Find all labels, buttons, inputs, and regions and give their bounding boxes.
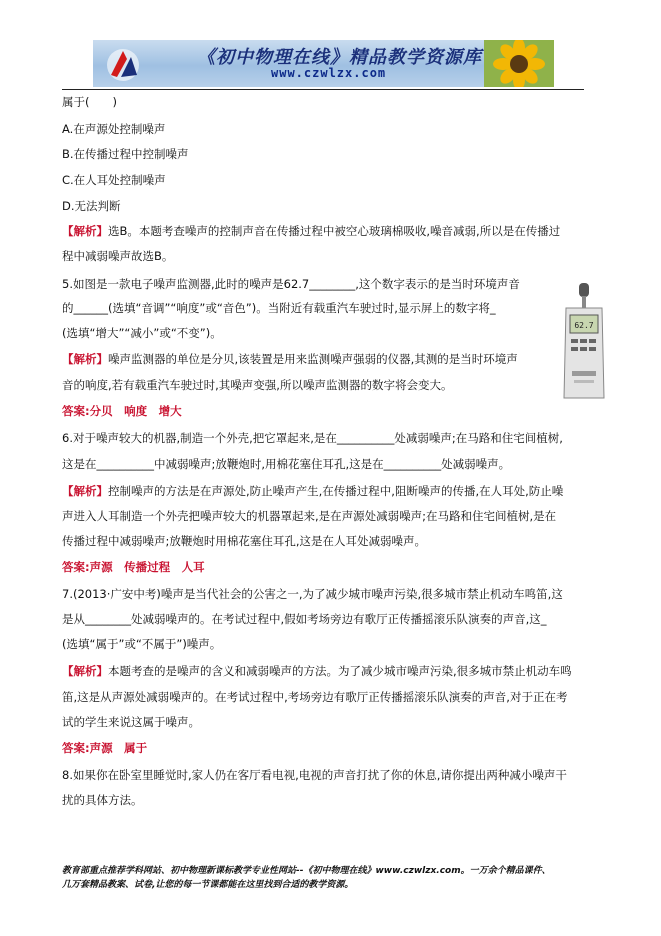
question-8: 8.如果你在卧室里睡觉时,家人仍在客厅看电视,电视的声音打扰了你的休息,请你提出两种减小噪声干	[62, 768, 567, 782]
text-line: 的______(选填“音调”“响度”或“音色”)。当附近有载重汽车驶过时,显示屏上的数字将_	[62, 301, 496, 315]
footer-line: 教育部重点推荐学科网站、初中物理新课标教学专业性网站--《初中物理在线》www.czwlzx.com。一万余个精品课件、	[62, 866, 551, 876]
noise-meter-image	[560, 283, 608, 401]
text-line: 程中减弱噪声故选B。	[62, 249, 174, 263]
text-line: 是从________处减弱噪声的。在考试过程中,假如考场旁边有歌厅正传播摇滚乐队演奏的声音,这_	[62, 612, 547, 626]
text-line: 声进入人耳制造一个外壳把噪声较大的机器罩起来,是在声源处减弱噪声;在马路和住宅间植树,是在	[62, 509, 557, 523]
option-d: D.无法判断	[62, 199, 121, 213]
option-a: A.在声源处控制噪声	[62, 122, 166, 136]
header-banner	[93, 40, 554, 87]
answer-tag: 答案:	[62, 741, 90, 755]
answer-text: 声源 属于	[89, 741, 148, 755]
text-line: 音的响度,若有载重汽车驶过时,其噪声变强,所以噪声监测器的数字将会变大。	[62, 378, 453, 392]
banner-title: 《初中物理在线》精品教学资源库	[197, 47, 482, 68]
analysis-line	[62, 483, 563, 499]
answer-tag: 答案:	[62, 404, 90, 418]
question-5: 5.如图是一款电子噪声监测器,此时的噪声是62.7________,这个数字表示的是当时环境声音	[62, 277, 520, 291]
analysis-text: 本题考查的是噪声的含义和减弱噪声的方法。为了减少城市噪声污染,很多城市禁止机动车鸣	[108, 664, 572, 678]
analysis-line	[62, 663, 572, 679]
text-line: 这是在__________中减弱噪声;放鞭炮时,用棉花塞住耳孔,这是在__________处减弱噪声。	[62, 457, 511, 471]
analysis-text: 控制噪声的方法是在声源处,防止噪声产生,在传播过程中,阻断噪声的传播,在人耳处,防止噪	[108, 484, 564, 498]
sunflower-icon	[484, 40, 554, 87]
analysis-tag: 【解析】	[62, 484, 108, 498]
option-b: B.在传播过程中控制噪声	[62, 147, 189, 161]
text-line: (选填“增大”“减小”或“不变”)。	[62, 326, 222, 340]
question-7: 7.(2013·广安中考)噪声是当代社会的公害之一,为了减少城市噪声污染,很多城市禁止机动车鸣笛,这	[62, 587, 563, 601]
footer-line: 几万套精品教案、试卷,让您的每一节课都能在这里找到合适的教学资源。	[62, 880, 354, 890]
analysis-line	[62, 351, 518, 367]
answer-text: 声源 传播过程 人耳	[89, 560, 205, 574]
analysis-tag: 【解析】	[62, 352, 108, 366]
text-line: 传播过程中减弱噪声;放鞭炮时用棉花塞住耳孔,这是在人耳处减弱噪声。	[62, 534, 427, 548]
question-6: 6.对于噪声较大的机器,制造一个外壳,把它罩起来,是在__________处减弱噪声;在马路和住宅间植树,	[62, 431, 563, 445]
analysis-text: 选B。本题考查噪声的控制声音在传播过程中被空心玻璃棉吸收,噪音减弱,所以是在传播过	[108, 224, 561, 238]
meter-display: 62.7	[574, 321, 594, 330]
answer-line	[62, 559, 205, 575]
analysis-text: 噪声监测器的单位是分贝,该装置是用来监测噪声强弱的仪器,其测的是当时环境声	[108, 352, 518, 366]
text-line: 扰的具体方法。	[62, 793, 143, 807]
analysis-tag: 【解析】	[62, 224, 108, 238]
footer	[62, 864, 602, 892]
analysis-line	[62, 223, 560, 239]
answer-line	[62, 403, 182, 419]
text-line: (选填“属于”或“不属于”)噪声。	[62, 637, 222, 651]
answer-text: 分贝 响度 增大	[89, 404, 182, 418]
site-logo-icon	[103, 45, 143, 83]
banner-url: www.czwlzx.com	[271, 66, 387, 80]
noise-meter-icon	[560, 283, 608, 401]
answer-tag: 答案:	[62, 560, 90, 574]
text-line: 属于( )	[62, 95, 117, 109]
text-line: 试的学生来说这属于噪声。	[62, 715, 200, 729]
answer-line	[62, 740, 147, 756]
option-c: C.在人耳处控制噪声	[62, 173, 166, 187]
analysis-tag: 【解析】	[62, 664, 108, 678]
text-line: 笛,这是从声源处减弱噪声的。在考试过程中,考场旁边有歌厅正传播摇滚乐队演奏的声音,对于正在考	[62, 690, 568, 704]
header-divider	[62, 89, 584, 90]
